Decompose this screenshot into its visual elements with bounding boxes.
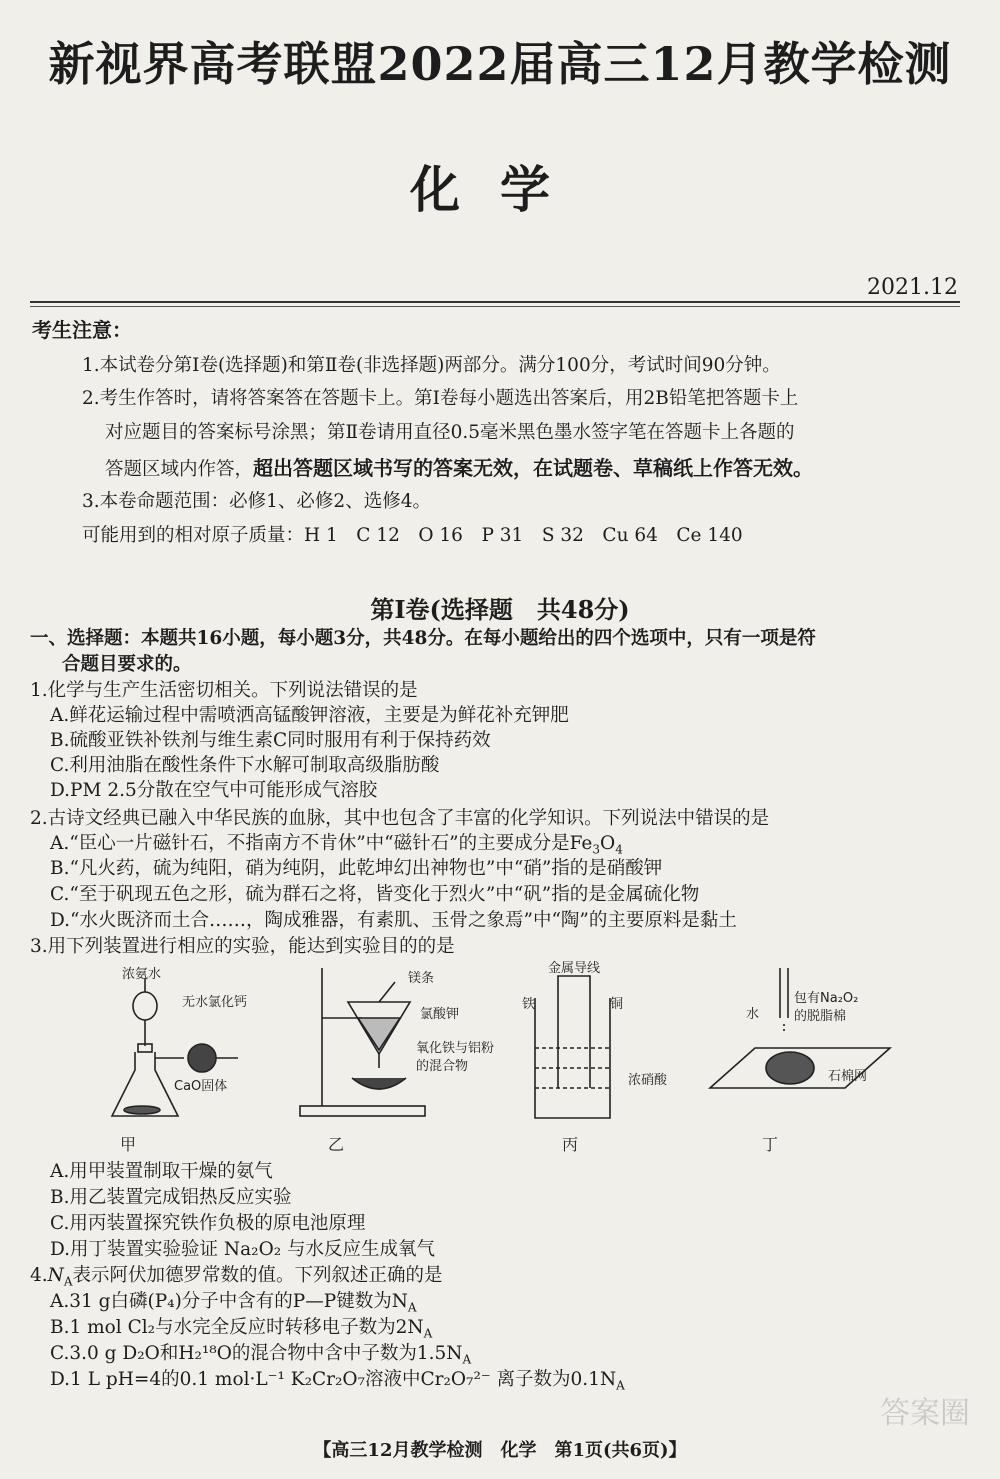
q1-option-d: D.PM 2.5分散在空气中可能形成气溶胶 xyxy=(50,780,378,801)
page-footer: 【高三12月教学检测 化学 第1页(共6页)】 xyxy=(313,1440,687,1461)
notice-line-4 xyxy=(105,452,813,481)
notice-line-3: 对应题目的答案标号涂黑；第Ⅱ卷请用直径0.5毫米黑色墨水签字笔在答题卡上各题的 xyxy=(105,422,795,443)
q4-option-b xyxy=(50,1313,432,1341)
q4-na: N xyxy=(47,1265,64,1286)
q4-option-a-text: A.31 g白磷(P₄)分子中含有的P—P键数为N xyxy=(50,1291,408,1312)
q3-option-a: A.用甲装置制取干燥的氨气 xyxy=(50,1161,273,1182)
q4-na-sub: A xyxy=(63,1274,73,1289)
exam-date: 2021.12 xyxy=(867,275,958,300)
watermark-logo: 答案圈 xyxy=(880,1396,970,1431)
label-yi-4: 的混合物 xyxy=(416,1059,469,1074)
label-ding-3: 的脱脂棉 xyxy=(794,1009,847,1024)
q2-option-a-text: A.“臣心一片磁针石，不指南方不肯休”中“磁针石”的主要成分是Fe xyxy=(50,833,593,854)
q2-o: O xyxy=(600,833,616,854)
apparatus-yi xyxy=(300,968,425,1116)
q3-apparatus-figures xyxy=(90,958,950,1158)
q2-option-c: C.“至于矾现五色之形，硫为群石之将，皆变化于烈火”中“矾”指的是金属硫化物 xyxy=(50,884,700,905)
q3-option-c: C.用丙装置探究铁作负极的原电池原理 xyxy=(50,1213,366,1234)
q4-option-d xyxy=(50,1365,625,1393)
q2-option-d: D.“水火既济而土合……，陶成雅器，有素肌、玉骨之象焉”中“陶”的主要原料是黏土 xyxy=(50,910,737,931)
figure-name-bing: 丙 xyxy=(562,1135,579,1154)
section-instruction-2: 合题目要求的。 xyxy=(62,654,192,675)
q4-stem-text: 表示阿伏加德罗常数的值。下列叙述正确的是 xyxy=(72,1265,443,1286)
q4-option-d-sub: A xyxy=(616,1378,625,1393)
label-ding-2: 包有Na₂O₂ xyxy=(794,991,859,1006)
label-jia-2: 无水氯化钙 xyxy=(182,995,248,1010)
q1-option-b: B.硫酸亚铁补铁剂与维生素C同时服用有利于保持药效 xyxy=(50,730,491,751)
header-divider xyxy=(30,301,960,303)
notice-line-1: 1.本试卷分第Ⅰ卷(选择题)和第Ⅱ卷(非选择题)两部分。满分100分，考试时间90分钟。 xyxy=(82,355,781,376)
notice-line-2: 2.考生作答时，请将答案答在答题卡上。第Ⅰ卷每小题选出答案后，用2B铅笔把答题卡上 xyxy=(82,388,799,409)
q3-stem: 3.用下列装置进行相应的实验，能达到实验目的的是 xyxy=(30,936,455,957)
q4-option-c-text: C.3.0 g D₂O和H₂¹⁸O的混合物中含中子数为1.5N xyxy=(50,1343,463,1364)
q4-stem xyxy=(30,1261,443,1289)
q2-sub-4: 4 xyxy=(615,842,623,857)
section-instruction-1: 一、选择题：本题共16小题，每小题3分，共48分。在每小题给出的四个选项中，只有一项是符 xyxy=(30,628,816,649)
figure-name-jia: 甲 xyxy=(120,1135,137,1154)
notice-warning: 超出答题区域书写的答案无效，在试题卷、草稿纸上作答无效。 xyxy=(253,456,814,480)
apparatus-bing xyxy=(535,976,610,1118)
q4-option-c-sub: A xyxy=(462,1352,472,1367)
subject-title: 化学 xyxy=(410,160,590,219)
label-ding-4: 石棉网 xyxy=(828,1069,868,1084)
exam-title: 新视界高考联盟2022届高三12月教学检测 xyxy=(48,37,952,91)
q3-option-b: B.用乙装置完成铝热反应实验 xyxy=(50,1187,292,1208)
notice-line-5: 3.本卷命题范围：必修1、必修2、选修4。 xyxy=(82,491,431,512)
q4-option-b-sub: A xyxy=(423,1326,433,1341)
label-jia-3: CaO固体 xyxy=(174,1079,228,1094)
q2-option-b: B.“凡火药，硫为纯阳，硝为纯阴，此乾坤幻出神物也”中“硝”指的是硝酸钾 xyxy=(50,858,663,879)
header-divider-thin xyxy=(30,306,960,307)
q4-option-b-text: B.1 mol Cl₂与水完全反应时转移电子数为2N xyxy=(50,1317,424,1338)
figure-name-yi: 乙 xyxy=(328,1135,345,1154)
notice-heading: 考生注意： xyxy=(32,318,132,342)
notice-line-4-text: 答题区域内作答， xyxy=(105,459,254,480)
q2-stem: 2.古诗文经典已融入中华民族的血脉，其中也包含了丰富的化学知识。下列说法中错误的是 xyxy=(30,808,770,829)
q4-option-d-text: D.1 L pH=4的0.1 mol·L⁻¹ K₂Cr₂O₇溶液中Cr₂O₇²⁻ 离子数为0.1N xyxy=(50,1369,617,1390)
q1-option-c: C.利用油脂在酸性条件下水解可制取高级脂肪酸 xyxy=(50,755,440,776)
q1-option-a: A.鲜花运输过程中需喷洒高锰酸钾溶液，主要是为鲜花补充钾肥 xyxy=(50,705,569,726)
label-bing-3: 铜 xyxy=(610,997,624,1012)
q4-option-a xyxy=(50,1287,417,1315)
label-ding-1: 水 xyxy=(746,1007,760,1022)
atomic-masses: 可能用到的相对原子质量：H 1 C 12 O 16 P 31 S 32 Cu 64 Ce 140 xyxy=(82,525,743,546)
q4-number: 4. xyxy=(30,1265,48,1286)
label-bing-1: 金属导线 xyxy=(548,961,601,976)
section-title: 第Ⅰ卷(选择题 共48分) xyxy=(370,595,630,624)
q2-sub-3: 3 xyxy=(592,842,601,857)
label-jia-1: 浓氨水 xyxy=(122,967,162,982)
label-yi-2: 氯酸钾 xyxy=(420,1007,460,1022)
q2-option-a xyxy=(50,829,623,857)
label-yi-3: 氧化铁与铝粉 xyxy=(416,1041,495,1056)
q4-option-c xyxy=(50,1339,471,1367)
label-yi-1: 镁条 xyxy=(408,971,435,986)
q3-option-d: D.用丁装置实验验证 Na₂O₂ 与水反应生成氧气 xyxy=(50,1239,436,1260)
label-bing-2: 铁 xyxy=(522,997,536,1012)
label-bing-4: 浓硝酸 xyxy=(628,1073,668,1088)
q4-option-a-sub: A xyxy=(407,1300,417,1315)
figure-name-ding: 丁 xyxy=(762,1135,779,1154)
q1-stem: 1.化学与生产生活密切相关。下列说法错误的是 xyxy=(30,680,418,701)
